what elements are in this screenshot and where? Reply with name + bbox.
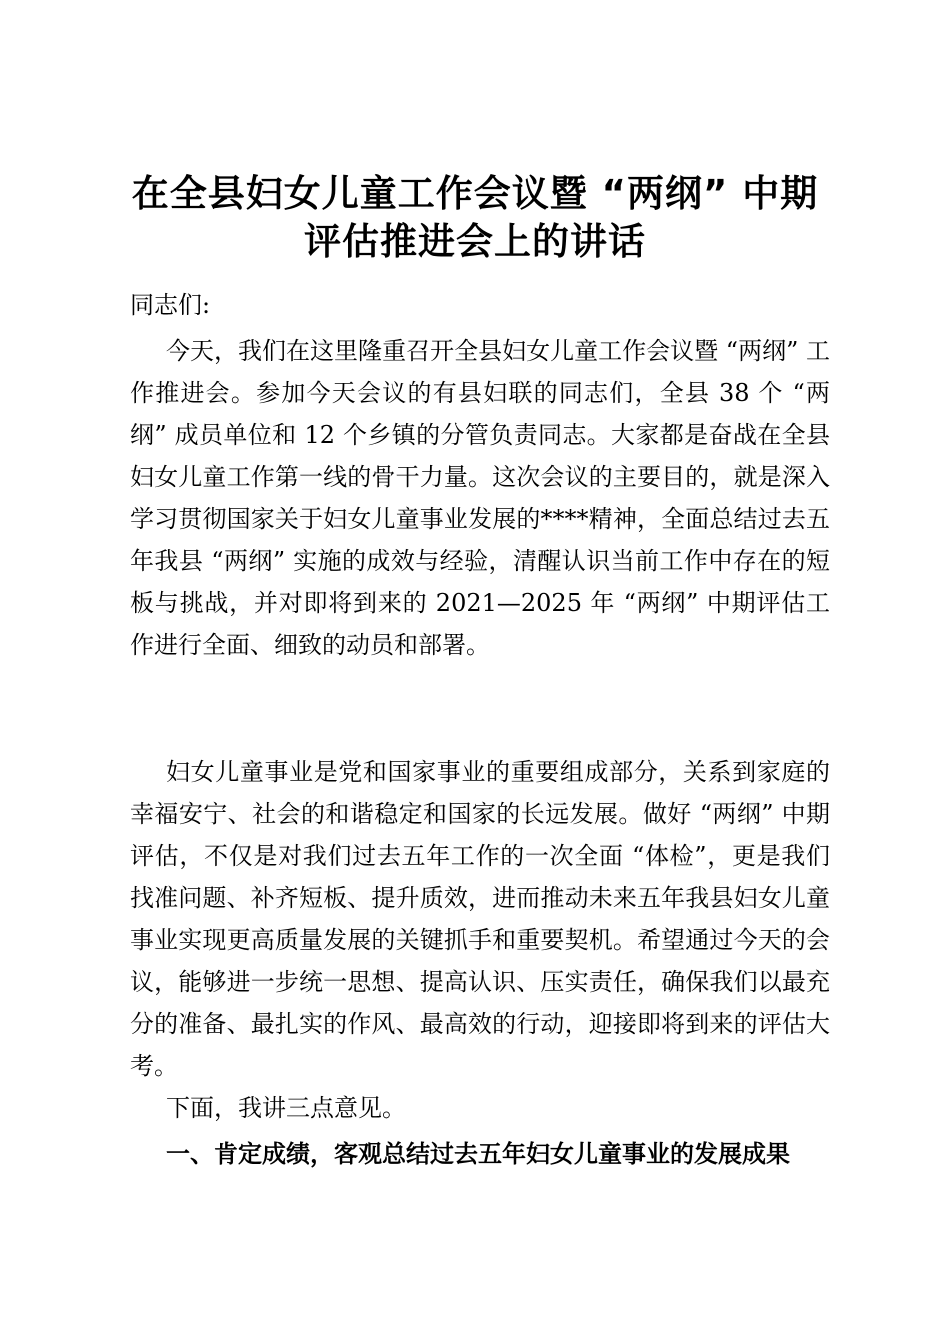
- salutation: 同志们:: [130, 291, 211, 319]
- paragraph-2: 妇女儿童事业是党和国家事业的重要组成部分，关系到家庭的幸福安宁、社会的和谐稳定和国家的长远发展。做好 “两纲” 中期评估，不仅是对我们过去五年工作的一次全面 “体检”，更是我们找准问题、补齐短板、提升质效，进而推动未来五年我县妇女儿童事业实现更高质量发展的关键抓手和重要契机。希望通过今天的会议，能够进一步统一思想、提高认识、压实责任，确保我们以最充分的准备、最扎实的作风、最高效的行动，迎接即将到来的评估大考。: [130, 758, 830, 1080]
- section-heading: 一、肯定成绩，客观总结过去五年妇女儿童事业的发展成果: [166, 1140, 790, 1168]
- paragraph-1: 今天，我们在这里隆重召开全县妇女儿童工作会议暨 “两纲” 工作推进会。参加今天会议的有县妇联的同志们，全县 38 个 “两纲” 成员单位和 12 个乡镇的分管负责同志。大家都是奋战在全县妇女儿童工作第一线的骨干力量。这次会议的主要目的，就是深入学习贯彻国家关于妇女儿童事业发展的****精神，全面总结过去五年我县 “两纲” 实施的成效与经验，清醒认识当前工作中存在的短板与挑战，并对即将到来的 2021—2025 年 “两纲” 中期评估工作进行全面、细致的动员和部署。: [130, 337, 830, 659]
- document-title: 在全县妇女儿童工作会议暨 “两纲” 中期评估推进会上的讲话: [131, 172, 819, 263]
- paragraph-3: 下面，我讲三点意见。: [166, 1094, 406, 1122]
